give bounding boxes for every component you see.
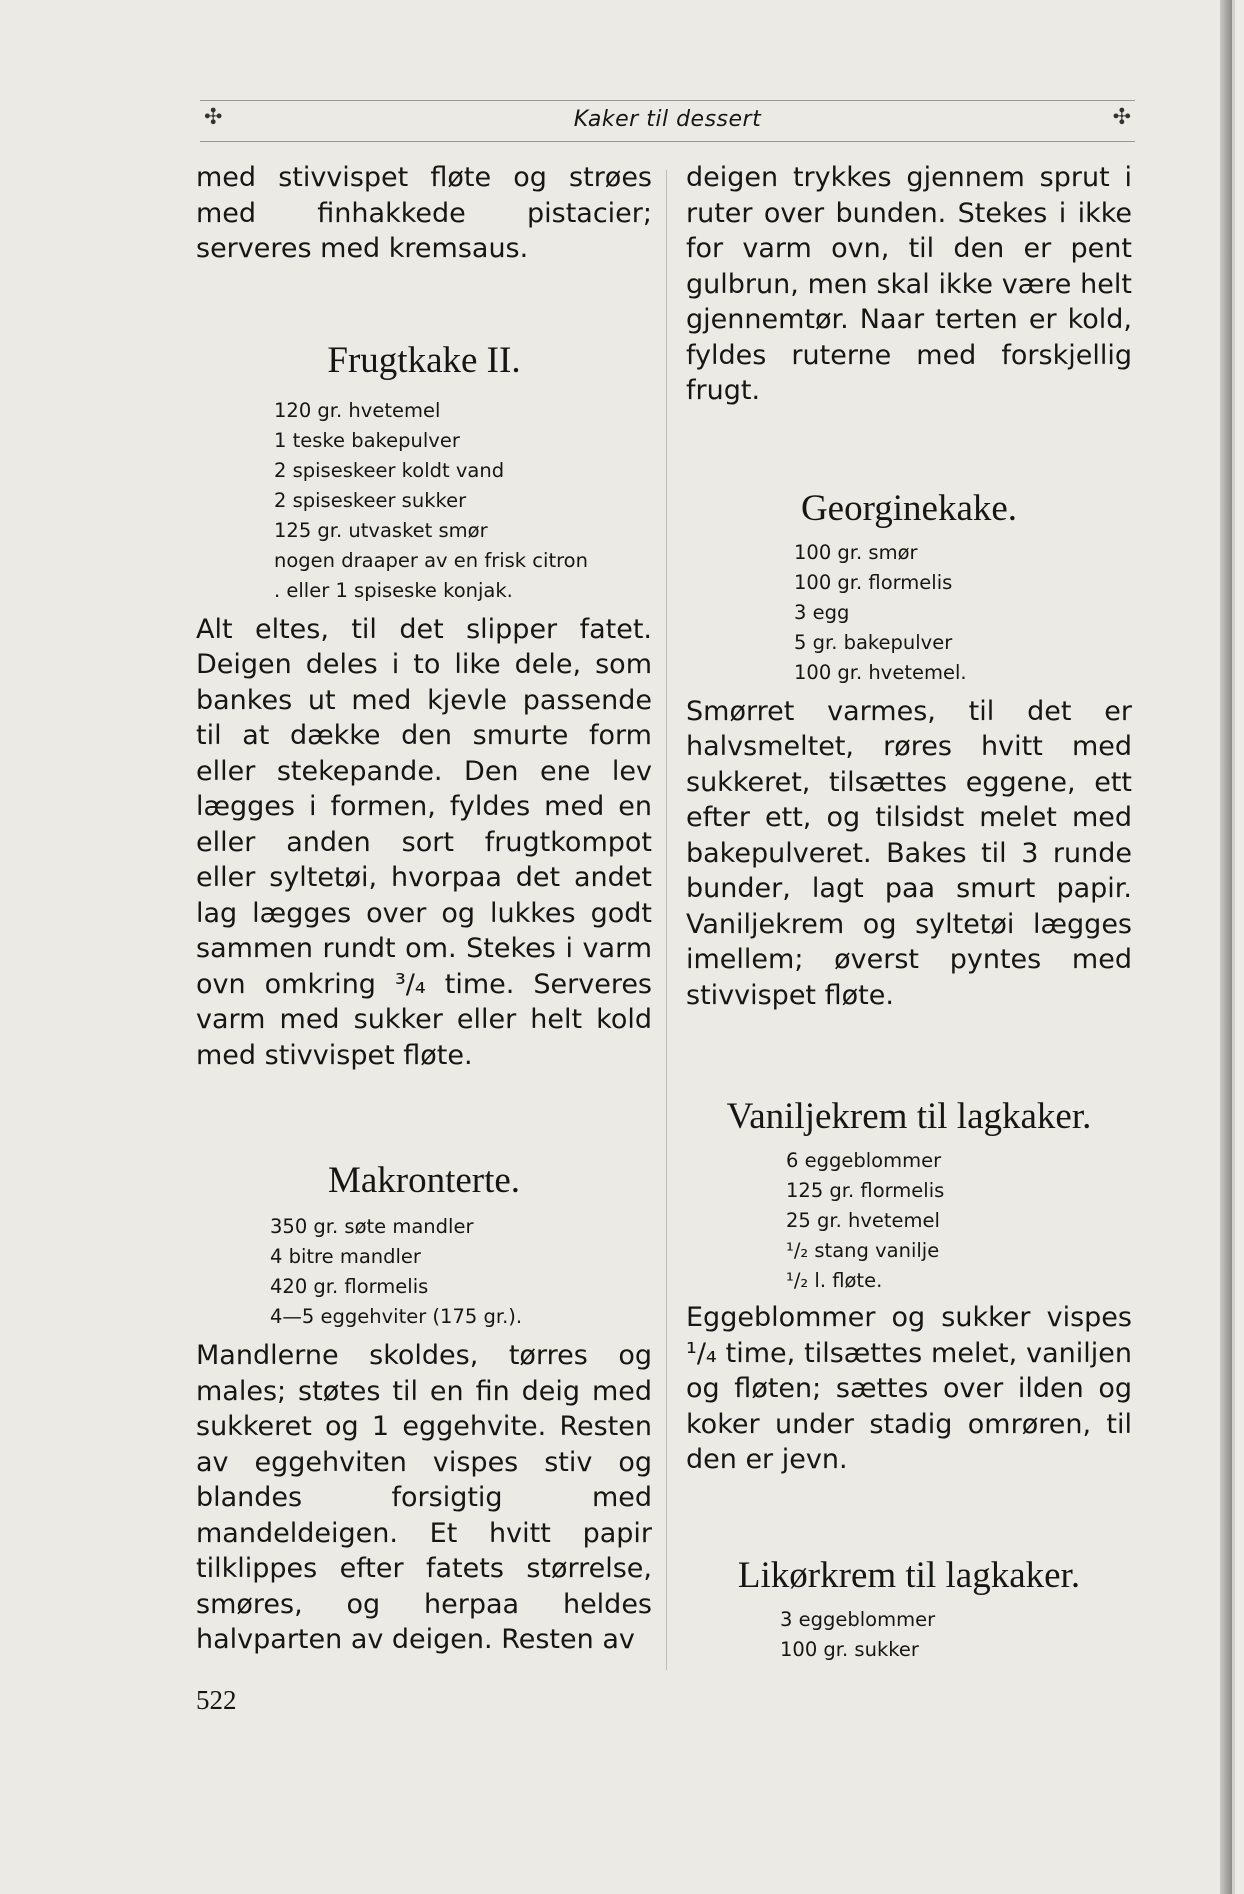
ingredient-item: 4—5 eggehviter (175 gr.).	[270, 1305, 523, 1328]
recipe-method-frugtkake: Alt eltes, til det slipper fatet. Deigen deles i to like dele, som bankes ut med kjevle passende til at dække den smurte form eller stekepande. Den ene lev lægges i formen, fyldes med en eller anden sort frugtkompot eller syltetøi, hvorpaa det andet lag lægges over og lukkes godt sammen rundt om. Stekes i varm ovn omkring ³/₄ time. Serveres varm med sukker eller helt kold med stivvispet fløte.	[196, 613, 652, 1071]
recipe-heading-makronterte: Makronterte.	[327, 1160, 521, 1201]
ingredient-item: ¹/₂ l. fløte.	[786, 1269, 883, 1292]
ingredient-item: 100 gr. hvetemel.	[794, 660, 967, 684]
ingredient-item: 350 gr. søte mandler	[270, 1215, 474, 1238]
running-header	[200, 100, 1135, 142]
running-title: Kaker til dessert	[573, 107, 762, 132]
recipe-method-makronterte: Mandlerne skoldes, tørres og males; støtes til en fin deig med sukkeret og 1 eggehvite. Resten av eggehviten vispes stiv og blandes forsigtig med mandeldeigen. Et hvitt papir tilklippes efter fatets størrelse, smøres, og herpaa heldes halvparten av deigen. Resten av	[196, 1340, 652, 1655]
ingredient-item: 3 eggeblommer	[780, 1607, 936, 1631]
ingredient-item: 3 egg	[794, 600, 850, 624]
ingredient-item: 2 spiseskeer sukker	[274, 488, 467, 512]
continued-text: med stivvispet fløte og strøes med finhakkede pistacier; serveres med kremsaus.	[196, 162, 652, 264]
ingredient-list-makronterte	[196, 1212, 652, 1332]
ingredient-item: 120 gr. hvetemel	[274, 398, 441, 422]
ingredient-list-frugtkake	[196, 396, 652, 606]
ingredient-item: 2 spiseskeer koldt vand	[274, 458, 505, 482]
ingredient-item: 125 gr. utvasket smør	[274, 518, 488, 542]
ingredient-list-georginekake	[686, 538, 1132, 688]
ingredient-item: 420 gr. flormelis	[270, 1275, 429, 1298]
recipe-method-georginekake: Smørret varmes, til det er halvsmeltet, røres hvitt med sukkeret, tilsættes eggene, ett efter ett, og tilsidst melet med bakepulveret. Bakes til 3 runde bunder, lagt paa smurt papir. Vaniljekrem og syltetøi lægges imellem; øverst pyntes med stivvispet fløte.	[686, 695, 1132, 1011]
ornament-left-icon: ✣	[204, 105, 223, 130]
continued-text: deigen trykkes gjennem sprut i ruter over bunden. Stekes i ikke for varm ovn, til den er pent gulbrun, men skal ikke være helt gjennemtør. Naar terten er kold, fyldes ruterne med forskjellig frugt.	[686, 162, 1132, 406]
page-edge	[1220, 0, 1232, 1894]
recipe-heading-likorkrem: Likørkrem til lagkaker.	[737, 1554, 1081, 1596]
recipe-heading-frugtkake: Frugtkake II.	[327, 339, 521, 381]
left-column	[196, 160, 652, 1658]
ingredient-item: 100 gr. flormelis	[794, 570, 953, 594]
ingredient-item: . eller 1 spiseske konjak.	[274, 578, 513, 602]
recipe-method-vaniljekrem: Eggeblommer og sukker vispes ¹/₄ time, tilsættes melet, vaniljen og fløten; sættes over ilden og koker under stadig omrøren, til den er jevn.	[686, 1302, 1132, 1475]
ingredient-item: 25 gr. hvetemel	[786, 1209, 940, 1232]
ingredient-item: 100 gr. smør	[794, 540, 918, 564]
right-column	[686, 160, 1132, 1665]
ingredient-item: 5 gr. bakepulver	[794, 630, 953, 654]
ingredient-item: ¹/₂ stang vanilje	[786, 1239, 940, 1262]
recipe-heading-georginekake: Georginekake.	[800, 487, 1018, 529]
page-number: 522	[196, 1685, 237, 1715]
recipe-heading-vaniljekrem: Vaniljekrem til lagkaker.	[726, 1096, 1092, 1137]
ingredient-list-vaniljekrem	[686, 1146, 1132, 1296]
ingredient-item: 4 bitre mandler	[270, 1245, 421, 1268]
ingredient-item: 125 gr. flormelis	[786, 1179, 945, 1202]
ingredient-list-likorkrem	[686, 1605, 1132, 1665]
ingredient-item: 100 gr. sukker	[780, 1637, 919, 1661]
ornament-right-icon: ✣	[1112, 105, 1131, 130]
column-divider	[666, 170, 667, 1670]
ingredient-item: 1 teske bakepulver	[274, 428, 460, 452]
ingredient-item: 6 eggeblommer	[786, 1149, 942, 1172]
ingredient-item: nogen draaper av en frisk citron	[274, 548, 588, 572]
